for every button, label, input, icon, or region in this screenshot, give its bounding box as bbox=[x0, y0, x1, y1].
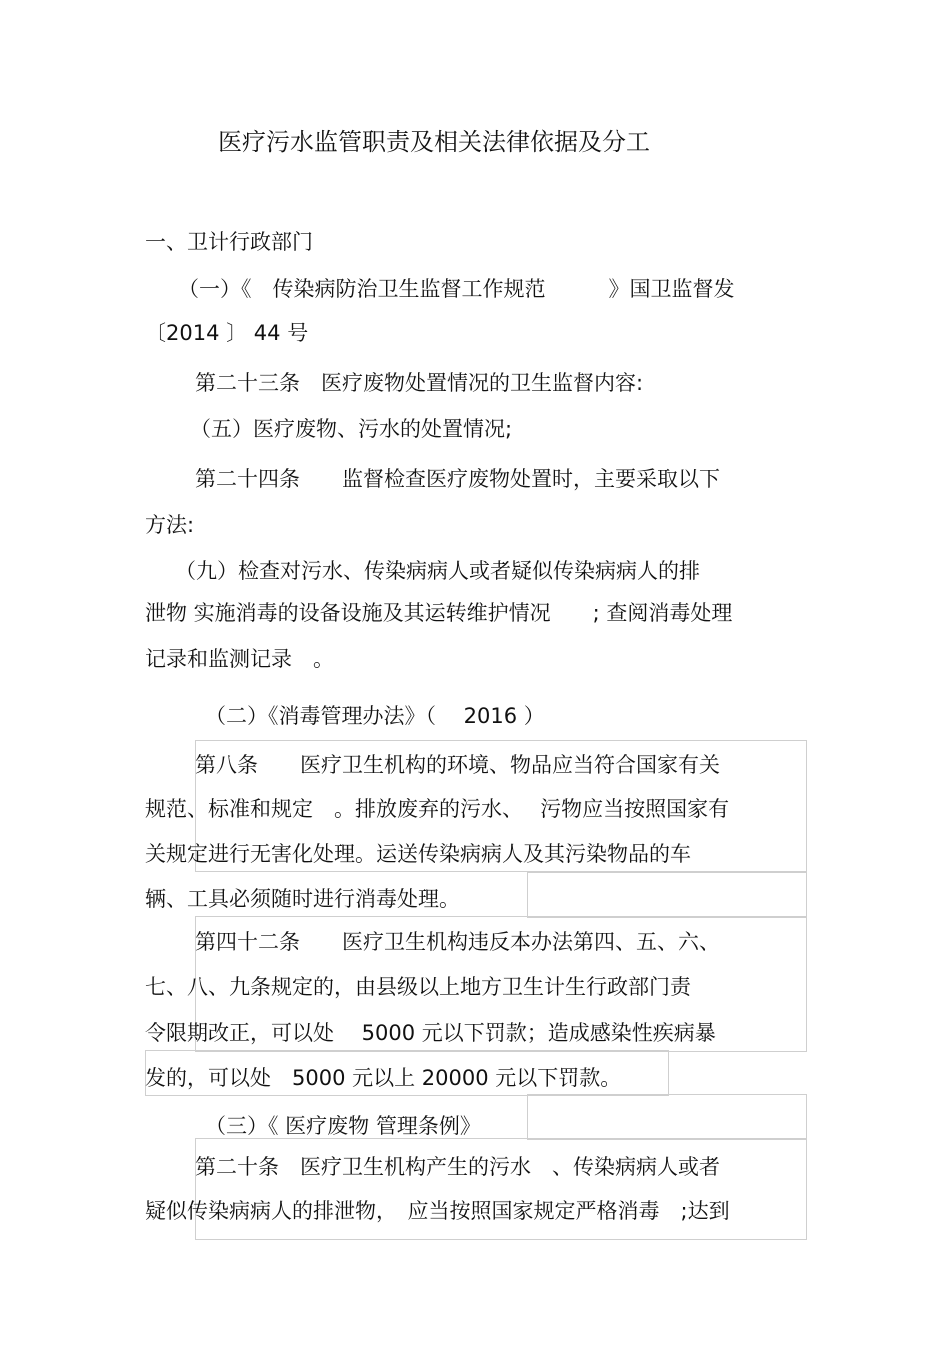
frame-box-5 bbox=[527, 1094, 807, 1140]
text-line: 令限期改正，可以处 5000 元以下罚款；造成感染性疾病暴 bbox=[145, 1021, 716, 1045]
document-title: 医疗污水监管职责及相关法律依据及分工 bbox=[218, 128, 650, 156]
text-line: （五）医疗废物、污水的处置情况; bbox=[190, 417, 513, 441]
frame-box-7 bbox=[145, 1050, 195, 1051]
text-line: （一）《 传染病防治卫生监督工作规范 》国卫监督发 bbox=[178, 277, 735, 301]
text-line: 第二十四条 监督检查医疗废物处置时，主要采取以下 bbox=[195, 467, 720, 491]
text-line: 第八条 医疗卫生机构的环境、物品应当符合国家有关 bbox=[195, 753, 720, 777]
text-line: 发的，可以处 5000 元以上 20000 元以下罚款。 bbox=[145, 1066, 622, 1090]
text-line: 规范、标准和规定 。排放废弃的污水、 污物应当按照国家有 bbox=[145, 797, 730, 821]
text-line: 〔2014 〕 44 号 bbox=[145, 321, 309, 345]
text-line: 第二十条 医疗卫生机构产生的污水 、传染病病人或者 bbox=[195, 1155, 720, 1179]
section-heading: 一、卫计行政部门 bbox=[145, 230, 313, 254]
text-line: 七、八、九条规定的，由县级以上地方卫生计生行政部门责 bbox=[145, 975, 691, 999]
text-line: （九）检查对污水、传染病病人或者疑似传染病病人的排 bbox=[175, 559, 700, 583]
text-line: （三）《 医疗废物 管理条例》 bbox=[205, 1114, 481, 1138]
text-line: 泄物 实施消毒的设备设施及其运转维护情况 ; 查阅消毒处理 bbox=[145, 601, 733, 625]
text-line: 第四十二条 医疗卫生机构违反本办法第四、五、六、 bbox=[195, 930, 720, 954]
frame-box-2 bbox=[527, 872, 807, 918]
text-line: 疑似传染病病人的排泄物， 应当按照国家规定严格消毒 ;达到 bbox=[145, 1199, 730, 1223]
text-line: 辆、工具必须随时进行消毒处理。 bbox=[145, 887, 460, 911]
text-line: 关规定进行无害化处理。运送传染病病人及其污染物品的车 bbox=[145, 842, 691, 866]
text-line: 第二十三条 医疗废物处置情况的卫生监督内容: bbox=[195, 371, 644, 395]
text-line: 方法: bbox=[145, 513, 195, 537]
text-line: （二）《消毒管理办法》（ 2016 ） bbox=[205, 704, 545, 728]
text-line: 记录和监测记录 。 bbox=[145, 647, 334, 671]
